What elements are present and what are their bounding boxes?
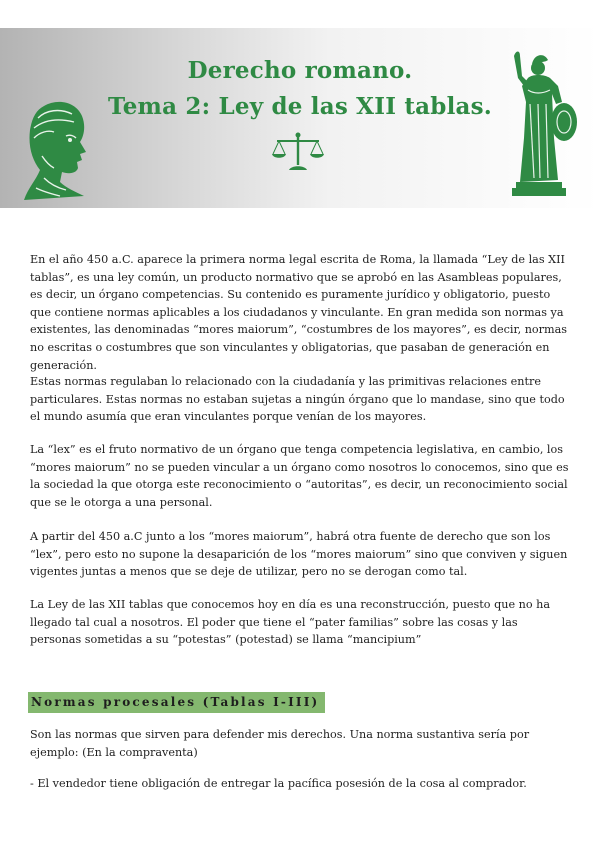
section-paragraph-2 — [30, 775, 570, 793]
paragraph-1 — [30, 251, 570, 374]
paragraph-5 — [30, 596, 570, 649]
paragraph-text: A partir del 450 a.C junto a los “mores maiorum”, habrá otra fuente de derecho que son los “lex”, pero esto no supone la desaparición de los “mores maiorum” sino que conviven y siguen vigentes juntas a menos que se deje de utilizar, pero no se derogan como tal. — [30, 530, 568, 579]
paragraph-2 — [30, 373, 570, 426]
scales-of-justice-icon — [271, 132, 325, 172]
document-title-line-2: Tema 2: Ley de las XII tablas. — [108, 93, 492, 120]
section-paragraph-1 — [30, 726, 570, 761]
emperor-portrait-icon — [14, 96, 96, 204]
athena-statue-icon — [510, 42, 584, 202]
document-title-line-1: Derecho romano. — [187, 57, 413, 84]
paragraph-3 — [30, 441, 570, 511]
paragraph-text: La “lex” es el fruto normativo de un órgano que tenga competencia legislativa, en cambio, los “mores maiorum” no se pueden vincular a un órgano como nosotros lo conocemos, sino que es la sociedad la que otorga este reconocimiento o “autoritas”, es decir, un reconocimiento social que se le otorga a una personal. — [30, 443, 569, 509]
paragraph-text: Estas normas regulaban lo relacionado con la ciudadanía y las primitivas relaciones entre particulares. Estas normas no estaban sujetas a ningún órgano que lo mandase, sino que todo el mundo asumía que eran vinculantes porque venían de los mayores. — [30, 375, 565, 424]
section-heading: Normas procesales (Tablas I-III) — [28, 692, 325, 713]
paragraph-text: - El vendedor tiene obligación de entregar la pacífica posesión de la cosa al comprador. — [30, 777, 527, 790]
paragraph-text: En el año 450 a.C. aparece la primera norma legal escrita de Roma, la llamada “Ley de las XII tablas”, es una ley común, un producto normativo que se aprobó en las Asambleas populares, es decir, un órgano competencias. Su contenido es puramente jurídico y obligatorio, puesto que contiene normas aplicables a los ciudadanos y vinculante. En gran medida son normas ya existentes, las denominadas “mores maiorum”, “costumbres de los mayores”, es decir, normas no escritas o costumbres que son vinculantes y obligatorias, que pasaban de generación en generación. — [30, 253, 568, 372]
paragraph-text: Son las normas que sirven para defender mis derechos. Una norma sustantiva sería por ejemplo: (En la compraventa) — [30, 728, 530, 759]
header-banner — [0, 28, 600, 208]
paragraph-4 — [30, 528, 570, 581]
paragraph-text: La Ley de las XII tablas que conocemos hoy en día es una reconstrucción, puesto que no ha llegado tal cual a nosotros. El poder que tiene el “pater familias” sobre las cosas y las personas sometidas a su “potestas” (potestad) se llama “mancipium” — [30, 598, 550, 647]
